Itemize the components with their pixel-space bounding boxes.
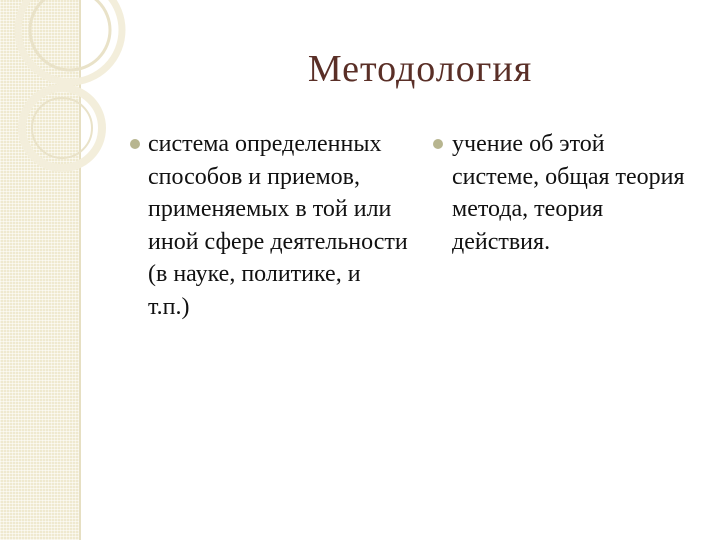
- bullet-icon: [433, 139, 443, 149]
- decorative-rings: [0, 0, 140, 200]
- definition-left: система определенных способов и приемов, применяемых в той или иной сфере деятельности (в науке, политике, и т.п.): [148, 131, 408, 320]
- bullet-icon: [130, 139, 140, 149]
- definition-right: учение об этой системе, общая теория метода, теория действия.: [452, 131, 685, 255]
- slide-title: Методология: [307, 48, 533, 90]
